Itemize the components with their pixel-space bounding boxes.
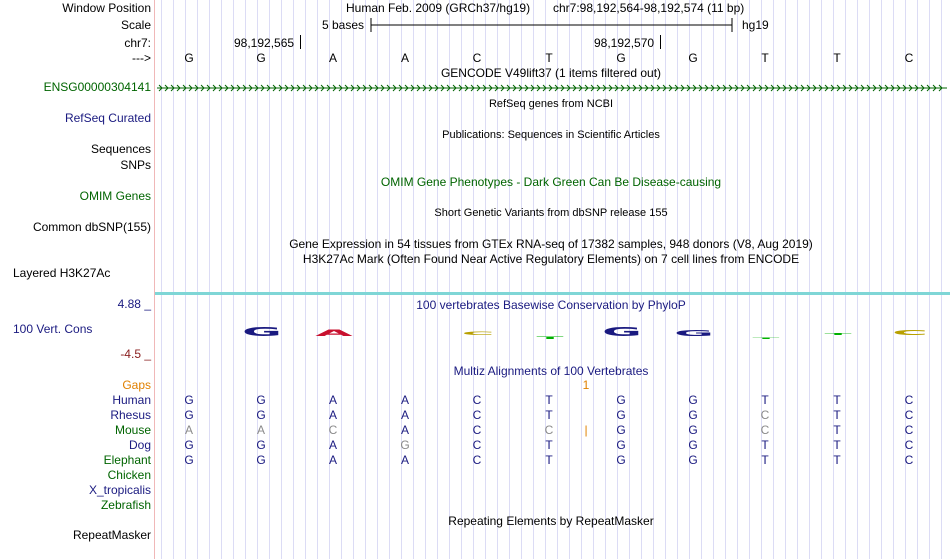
reference-base: G: [688, 51, 698, 65]
repeatmasker-track-title[interactable]: Repeating Elements by RepeatMasker: [448, 514, 654, 528]
alignment-base: C: [904, 408, 914, 422]
dbsnp-track-title[interactable]: Short Genetic Variants from dbSNP release 155: [434, 207, 668, 219]
publications-track-title[interactable]: Publications: Sequences in Scientific Articles: [442, 129, 660, 141]
phylop-logo: [155, 318, 950, 348]
insertion-marker: |: [584, 423, 588, 437]
species-label-mouse[interactable]: Mouse: [114, 423, 151, 437]
phylop-logo-t2: T: [752, 337, 780, 340]
alignment-base: C: [472, 423, 482, 437]
alignment-base: G: [688, 408, 698, 422]
alignment-base: A: [328, 453, 337, 467]
alignment-base: G: [616, 393, 626, 407]
alignment-base: A: [328, 393, 337, 407]
reference-base: T: [761, 51, 769, 65]
scale-bar: [370, 17, 736, 33]
alignment-base: T: [833, 408, 841, 422]
reference-base: G: [256, 51, 266, 65]
phylop-track-label[interactable]: 100 Vert. Cons: [13, 322, 93, 336]
alignment-base: A: [400, 408, 409, 422]
coordinate-2-tick: [660, 35, 661, 49]
species-label-dog[interactable]: Dog: [128, 438, 151, 452]
reference-base: C: [904, 51, 914, 65]
alignment-base: G: [616, 438, 626, 452]
alignment-base: T: [545, 393, 553, 407]
alignment-base: G: [688, 453, 698, 467]
alignment-base: C: [472, 393, 482, 407]
alignment-base: T: [545, 438, 553, 452]
alignment-base: T: [833, 438, 841, 452]
refseq-track-title[interactable]: RefSeq genes from NCBI: [488, 98, 614, 110]
alignment-base: G: [184, 408, 194, 422]
strand-label: --->: [132, 51, 151, 65]
alignment-base: C: [760, 408, 770, 422]
alignment-base: C: [904, 423, 914, 437]
phylop-logo-c1: C: [461, 331, 495, 337]
phylop-logo-c2: C: [892, 329, 928, 337]
gencode-gene-line[interactable]: [157, 82, 947, 94]
alignment-base: C: [904, 453, 914, 467]
refseq-track-label[interactable]: RefSeq Curated: [64, 111, 151, 125]
window-position-label: Window Position: [62, 1, 151, 15]
phylop-logo-a1: A: [315, 328, 353, 339]
alignment-base: T: [545, 408, 553, 422]
alignment-base: T: [833, 393, 841, 407]
species-label-rhesus[interactable]: Rhesus: [110, 408, 151, 422]
alignment-base: G: [616, 453, 626, 467]
phylop-logo-t3: T: [824, 332, 852, 336]
alignment-base: C: [904, 438, 914, 452]
chrom-label: chr7:: [124, 36, 151, 50]
phylop-logo-t1: T: [536, 335, 564, 340]
alignment-base: G: [688, 393, 698, 407]
scale-db-text: hg19: [742, 18, 769, 32]
alignment-base: A: [256, 423, 265, 437]
alignment-base: A: [328, 408, 337, 422]
reference-base: T: [833, 51, 841, 65]
alignment-base: A: [328, 438, 337, 452]
alignment-base: C: [472, 408, 482, 422]
alignment-base: A: [400, 453, 409, 467]
phylop-max-label: 4.88 _: [117, 297, 151, 311]
coordinate-1: 98,192,565: [234, 36, 295, 50]
alignment-base: G: [256, 438, 266, 452]
phylop-logo-g1: G: [242, 325, 282, 340]
coordinate-2: 98,192,570: [594, 36, 655, 50]
multiz-track-title[interactable]: Multiz Alignments of 100 Vertebrates: [453, 364, 649, 378]
position-text: chr7:98,192,564-98,192,574 (11 bp): [553, 1, 745, 15]
species-label-zebrafish[interactable]: Zebrafish: [100, 498, 151, 512]
track-area[interactable]: [155, 0, 950, 559]
alignment-base: C: [472, 453, 482, 467]
alignment-base: G: [616, 408, 626, 422]
alignment-base: C: [328, 423, 338, 437]
reference-base: G: [184, 51, 194, 65]
alignment-base: T: [761, 393, 769, 407]
alignment-base: T: [833, 423, 841, 437]
phylop-min-label: -4.5 _: [120, 347, 151, 361]
gencode-track-title[interactable]: GENCODE V49lift37 (1 items filtered out): [440, 66, 662, 80]
alignment-base: A: [400, 423, 409, 437]
alignment-base: G: [256, 453, 266, 467]
alignment-base: C: [544, 423, 554, 437]
alignment-base: G: [616, 423, 626, 437]
h3k27ac-track-title[interactable]: H3K27Ac Mark (Often Found Near Active Regulatory Elements) on 7 cell lines from ENCODE: [302, 252, 800, 266]
reference-base: A: [328, 51, 337, 65]
alignment-base: A: [184, 423, 193, 437]
dbsnp-track-label[interactable]: Common dbSNP(155): [32, 220, 151, 234]
sequences-track-label[interactable]: Sequences: [90, 142, 151, 156]
species-label-human[interactable]: Human: [112, 393, 151, 407]
coordinate-1-tick: [300, 35, 301, 49]
species-label-elephant[interactable]: Elephant: [103, 453, 151, 467]
alignment-base: C: [904, 393, 914, 407]
scale-label: Scale: [120, 18, 151, 32]
gtex-track-title[interactable]: Gene Expression in 54 tissues from GTEx RNA-seq of 17382 samples, 948 donors (V8, Aug 2019): [289, 237, 813, 251]
alignment-base: G: [256, 408, 266, 422]
alignment-base: G: [400, 438, 410, 452]
track-label-column: [0, 0, 155, 559]
reference-base: C: [472, 51, 482, 65]
reference-base: T: [545, 51, 553, 65]
omim-track-title[interactable]: OMIM Gene Phenotypes - Dark Green Can Be Disease-causing: [380, 175, 722, 189]
alignment-base: T: [833, 453, 841, 467]
alignment-base: G: [184, 393, 194, 407]
alignment-base: G: [688, 423, 698, 437]
alignment-base: A: [400, 393, 409, 407]
reference-base: A: [400, 51, 409, 65]
reference-base: G: [616, 51, 626, 65]
alignment-base: G: [256, 393, 266, 407]
gaps-label[interactable]: Gaps: [122, 378, 151, 392]
h3k27ac-track-label[interactable]: Layered H3K27Ac: [13, 266, 111, 280]
alignment-base: T: [545, 453, 553, 467]
alignment-base: G: [184, 438, 194, 452]
alignment-base: C: [760, 423, 770, 437]
omim-track-label[interactable]: OMIM Genes: [79, 189, 151, 203]
alignment-base: T: [761, 453, 769, 467]
alignment-base: T: [761, 438, 769, 452]
phylop-logo-g3: G: [674, 329, 714, 338]
gaps-value: 1: [582, 378, 590, 392]
phylop-logo-g2: G: [602, 325, 642, 340]
track-divider: [155, 292, 950, 295]
phylop-track-title[interactable]: 100 vertebrates Basewise Conservation by PhyloP: [416, 298, 686, 312]
gencode-item-label[interactable]: ENSG00000304141: [43, 80, 151, 94]
alignment-base: C: [472, 438, 482, 452]
repeatmasker-track-label[interactable]: RepeatMasker: [72, 528, 151, 542]
species-label-chicken[interactable]: Chicken: [107, 468, 151, 482]
scale-bases-text: 5 bases: [322, 18, 365, 32]
snps-track-label[interactable]: SNPs: [120, 158, 151, 172]
species-label-xtropicalis[interactable]: X_tropicalis: [88, 483, 151, 497]
alignment-base: G: [184, 453, 194, 467]
alignment-base: G: [688, 438, 698, 452]
assembly-text: Human Feb. 2009 (GRCh37/hg19): [346, 1, 531, 15]
